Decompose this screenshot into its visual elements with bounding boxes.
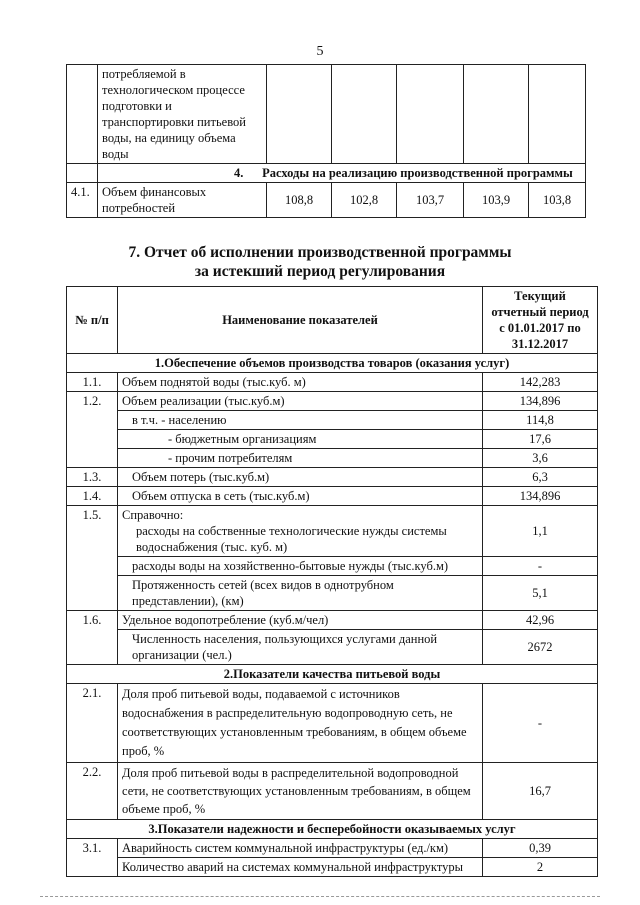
row-number: 3.1.	[67, 839, 118, 877]
table-row	[67, 557, 598, 576]
row-value: 6,3	[483, 468, 598, 487]
note-label: Справочно:	[122, 508, 184, 522]
table-row	[67, 506, 598, 557]
cell-value: 102,8	[332, 183, 397, 218]
row-number: 1.6.	[67, 611, 118, 665]
financial-table	[66, 64, 586, 218]
row-number: 1.3.	[67, 468, 118, 487]
row-label: Протяженность сетей (всех видов в однотрубном представлении), (км)	[118, 576, 483, 611]
table-row	[67, 630, 598, 665]
row-label: потребляемой в технологическом процессе подготовки и транспортировки питьевой воды, на единицу объема воды	[98, 65, 267, 164]
table-row	[67, 430, 598, 449]
row-value: 17,6	[483, 430, 598, 449]
cell-value: 103,8	[529, 183, 586, 218]
section-row	[67, 820, 598, 839]
table-row	[67, 611, 598, 630]
row-label	[118, 506, 483, 557]
table-row	[67, 392, 598, 411]
row-value: -	[483, 684, 598, 763]
row-value: 114,8	[483, 411, 598, 430]
table-row	[67, 183, 586, 218]
row-number: 1.5.	[67, 506, 118, 611]
table-row	[67, 411, 598, 430]
header-period: Текущий отчетный период с 01.01.2017 по 31.12.2017	[483, 287, 598, 354]
section-heading: 2.Показатели качества питьевой воды	[67, 665, 598, 684]
row-label: в т.ч. - населению	[118, 411, 483, 430]
scan-edge	[40, 896, 600, 897]
row-label: Численность населения, пользующихся услугами данной организации (чел.)	[118, 630, 483, 665]
row-number: 1.1.	[67, 373, 118, 392]
row-label: Объем поднятой воды (тыс.куб. м)	[118, 373, 483, 392]
cell-value: 103,7	[397, 183, 464, 218]
table-row	[67, 763, 598, 820]
table-row	[67, 164, 586, 183]
row-label: Объем финансовых потребностей	[98, 183, 267, 218]
header-num: № п/п	[67, 287, 118, 354]
table-row	[67, 468, 598, 487]
header-row	[67, 287, 598, 354]
row-label: Объем отпуска в сеть (тыс.куб.м)	[118, 487, 483, 506]
title-line-1: 7. Отчет об исполнении производственной программы	[128, 244, 512, 261]
section-row	[67, 665, 598, 684]
note-text: расходы на собственные технологические нужды системы водоснабжения (тыс. куб. м)	[136, 524, 447, 554]
page-number: 5	[316, 44, 324, 59]
row-label: расходы воды на хозяйственно-бытовые нужды (тыс.куб.м)	[118, 557, 483, 576]
table-row	[67, 487, 598, 506]
section-heading: 4. Расходы на реализацию производственной программы	[98, 164, 586, 183]
table-row	[67, 858, 598, 877]
row-number: 1.2.	[67, 392, 118, 468]
table-row	[67, 373, 598, 392]
header-name: Наименование показателей	[118, 287, 483, 354]
table-row	[67, 684, 598, 763]
row-label: - прочим потребителям	[118, 449, 483, 468]
row-number: 1.4.	[67, 487, 118, 506]
row-label: Количество аварий на системах коммунальной инфраструктуры	[118, 858, 483, 877]
row-label: Объем реализации (тыс.куб.м)	[118, 392, 483, 411]
row-value: 2672	[483, 630, 598, 665]
row-value: 134,896	[483, 487, 598, 506]
row-number: 2.1.	[67, 684, 118, 763]
row-number: 4.1.	[67, 183, 98, 218]
row-label: Удельное водопотребление (куб.м/чел)	[118, 611, 483, 630]
row-label: Объем потерь (тыс.куб.м)	[118, 468, 483, 487]
row-value: 1,1	[483, 506, 598, 557]
row-value: 5,1	[483, 576, 598, 611]
section-row	[67, 354, 598, 373]
table-row	[67, 576, 598, 611]
row-label: Доля проб питьевой воды в распределительной водопроводной сети, не соответствующих установленным требованиям, в общем объеме проб, %	[118, 763, 483, 820]
report-table	[66, 286, 598, 877]
row-value: 42,96	[483, 611, 598, 630]
row-label: - бюджетным организациям	[118, 430, 483, 449]
table-row	[67, 839, 598, 858]
section-title	[0, 243, 640, 281]
table-row	[67, 449, 598, 468]
section-heading: 3.Показатели надежности и бесперебойности оказываемых услуг	[67, 820, 598, 839]
row-number: 2.2.	[67, 763, 118, 820]
section-heading: 1.Обеспечение объемов производства товаров (оказания услуг)	[67, 354, 598, 373]
row-value: 3,6	[483, 449, 598, 468]
row-value: 134,896	[483, 392, 598, 411]
title-line-2: за истекший период регулирования	[194, 263, 446, 280]
cell-value: 108,8	[267, 183, 332, 218]
row-value: 0,39	[483, 839, 598, 858]
row-value: 16,7	[483, 763, 598, 820]
row-value: 2	[483, 858, 598, 877]
row-label: Аварийность систем коммунальной инфраструктуры (ед./км)	[118, 839, 483, 858]
row-value: -	[483, 557, 598, 576]
row-label: Доля проб питьевой воды, подаваемой с источников водоснабжения в распределительную водопроводную сеть, не соответствующих установленным требованиям, в общем объеме проб, %	[118, 684, 483, 763]
table-row	[67, 65, 586, 164]
cell-value: 103,9	[464, 183, 529, 218]
row-value: 142,283	[483, 373, 598, 392]
